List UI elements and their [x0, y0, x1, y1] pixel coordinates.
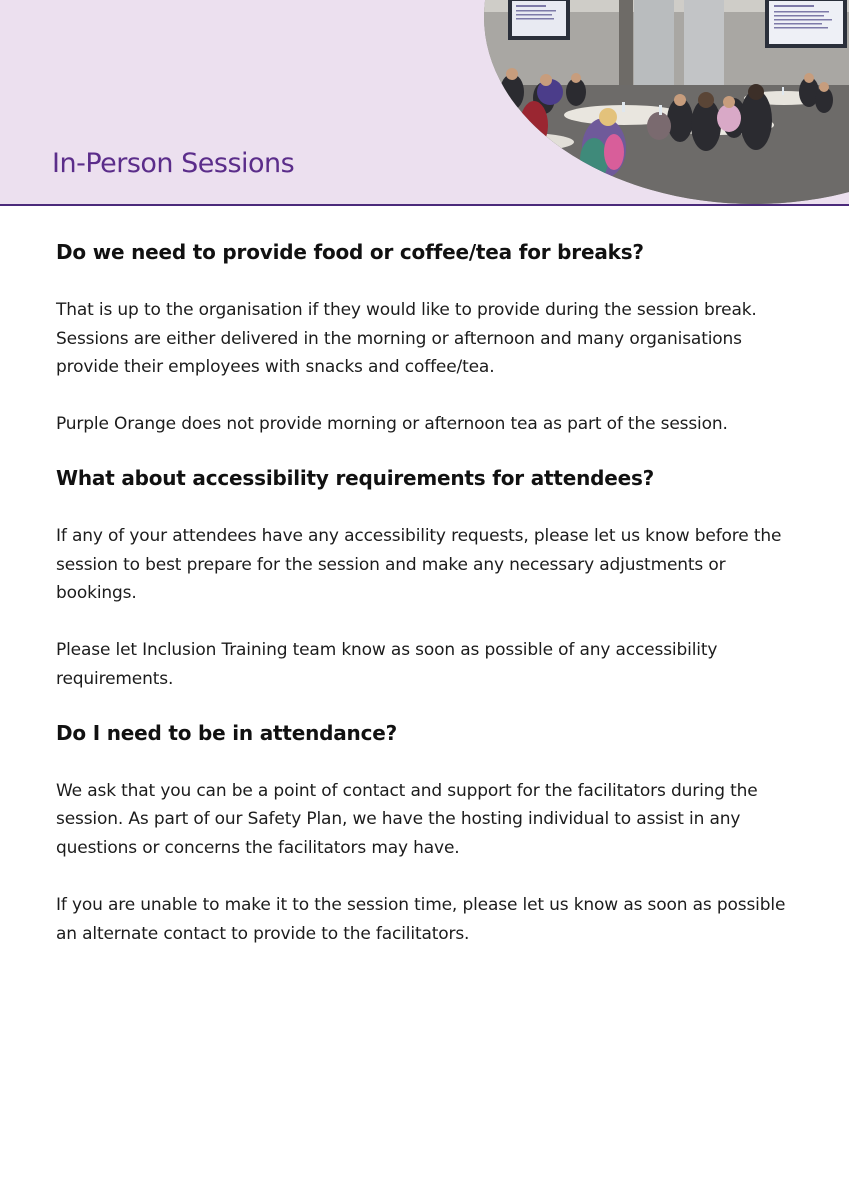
faq-question: Do we need to provide food or coffee/tea for breaks?	[56, 240, 644, 264]
header-divider	[0, 204, 849, 206]
faq-answer-paragraph: If any of your attendees have any accessibility requests, please let us know before the session to best prepare for the session and make any necessary adjustments or bookings.	[56, 525, 782, 604]
faq-question: What about accessibility requirements for attendees?	[56, 465, 655, 490]
page-title: In-Person Sessions	[52, 148, 295, 179]
faq-answer-paragraph: We ask that you can be a point of contact and support for the facilitators during the session. As part of our Safety Plan, we have the hosting individual to assist in any questions or concerns the facilitators may have.	[56, 780, 758, 858]
header-banner	[0, 0, 849, 204]
faq-question: Do I need to be in attendance?	[56, 720, 398, 745]
faq-answer-paragraph: Purple Orange does not provide morning or afternoon tea as part of the session.	[56, 414, 728, 435]
faq-content	[56, 236, 801, 948]
training-session-photo	[484, 0, 849, 204]
faq-answer-paragraph: Please let Inclusion Training team know as soon as possible of any accessibility requirements.	[56, 640, 718, 689]
faq-answer-paragraph: If you are unable to make it to the session time, please let us know as soon as possible an alternate contact to provide to the facilitators.	[56, 894, 786, 944]
faq-answer-paragraph: That is up to the organisation if they would like to provide during the session break. Sessions are either delivered in the morning or afternoon and many organisations provide their employees with snacks and coffee/tea.	[56, 300, 757, 378]
